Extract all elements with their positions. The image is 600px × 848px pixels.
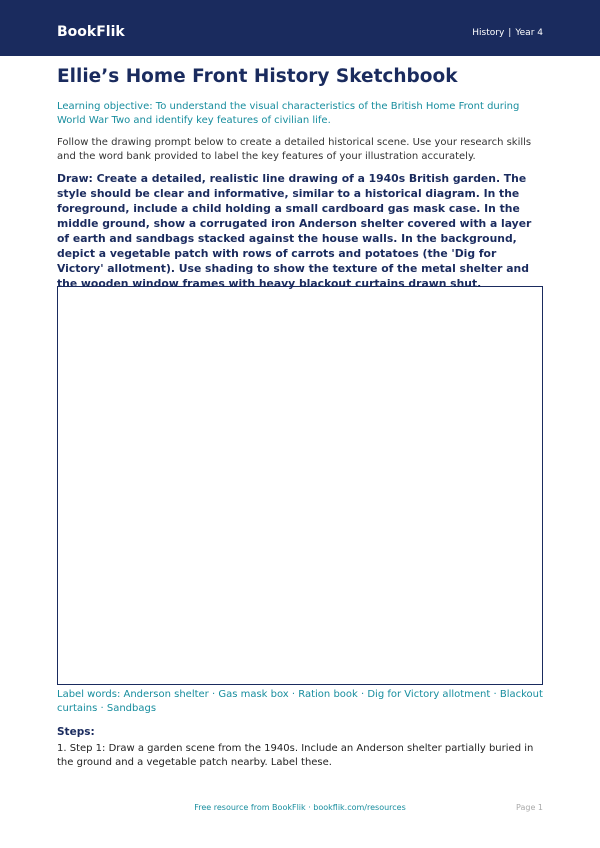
page-header: [0, 0, 600, 56]
subject-label: History: [472, 28, 505, 38]
drawing-area[interactable]: [57, 286, 543, 685]
header-separator: |: [508, 28, 512, 38]
intro-paragraph: Follow the drawing prompt below to create a detailed historical scene. Use your research skills and the word bank provided to label the key features of your illustration accurately.: [57, 137, 532, 162]
step-item: 1. Step 1: Draw a garden scene from the 1940s. Include an Anderson shelter partially buried in the ground and a vegetable patch nearby. Label these.: [57, 743, 534, 768]
learning-objective: Learning objective: To understand the visual characteristics of the British Home Front during World War Two and identify key features of civilian life.: [57, 101, 520, 126]
brand-logo: BookFlik: [57, 24, 125, 40]
label-word-bank: Label words: Anderson shelter · Gas mask box · Ration book · Dig for Victory allotment · Blackout curtains · Sandbags: [57, 689, 543, 714]
drawing-prompt: Draw: Create a detailed, realistic line drawing of a 1940s British garden. The style should be clear and informative, similar to a historical diagram. In the foreground, include a child holding a small cardboard gas mask case. In the middle ground, show a corrugated iron Anderson shelter covered with a layer of earth and sandbags stacked against the house walls. In the background, depict a vegetable patch with rows of carrots and potatoes (the 'Dig for Victory' allotment). Use shading to show the texture of the metal shelter and the wooden window frames with heavy blackout curtains drawn shut.: [57, 172, 532, 290]
footer-note: Free resource from BookFlik · bookflik.com/resources: [194, 803, 406, 812]
page-title: Ellie’s Home Front History Sketchbook: [57, 66, 458, 87]
subject-year-label: [472, 27, 543, 39]
page-number: Page 1: [516, 803, 543, 812]
year-label: Year 4: [515, 28, 543, 38]
steps-heading: Steps:: [57, 726, 95, 738]
